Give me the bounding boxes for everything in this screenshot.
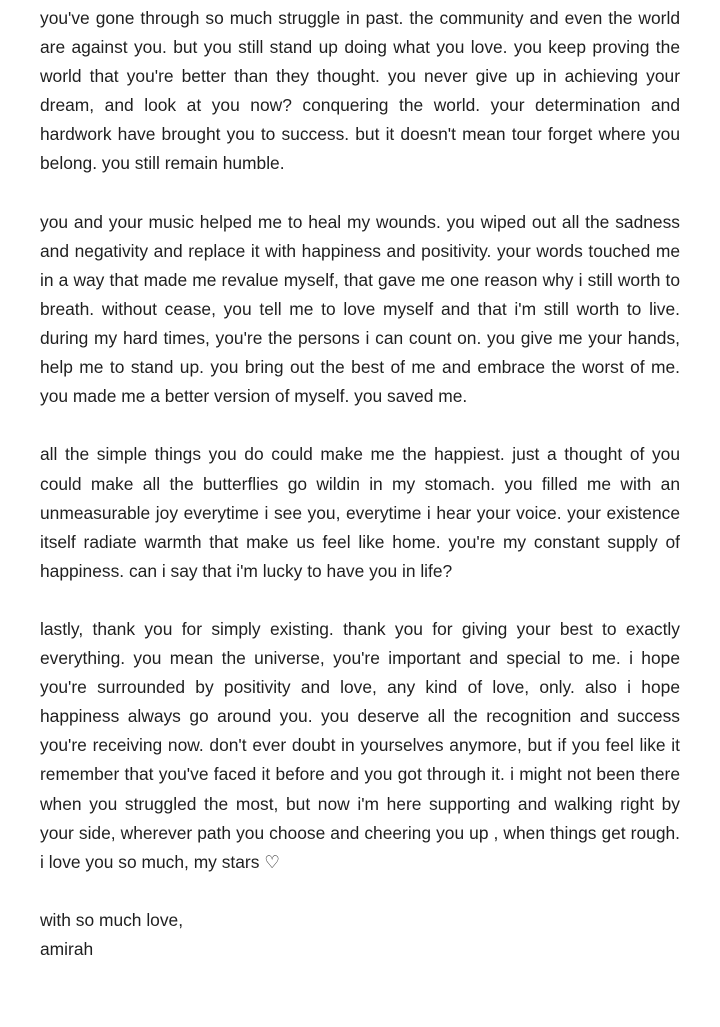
letter-body	[40, 4, 680, 964]
letter-closing-block	[40, 906, 680, 964]
paragraph-healing: you and your music helped me to heal my wounds. you wiped out all the sadness and negativity and replace it with happiness and positivity. your words touched me in a way that made me revalue myself, that gave me one reason why i still worth to breath. without cease, you tell me to love myself and that i'm still worth to live. during my hard times, you're the persons i can count on. you give me your hands, help me to stand up. you bring out the best of me and embrace the worst of me. you made me a better version of myself. you saved me.	[40, 211, 680, 407]
signature: amirah	[40, 939, 94, 959]
paragraph-gratitude: lastly, thank you for simply existing. thank you for giving your best to exactly everything. you mean the universe, you're important and special to me. i hope you're surrounded by positivity and love, any kind of love, only. also i hope happiness always go around you. you deserve all the recognition and success you're receiving now. don't ever doubt in yourselves anymore, but if you feel like it remember that you've faced it before and you got through it. i might not been there when you struggled the most, but now i'm here supporting and walking right by your side, wherever path you choose and cheering you up , when things get rough. i love you so much, my stars ♡	[40, 618, 680, 872]
closing-line: with so much love,	[40, 909, 184, 930]
paragraph-struggle: you've gone through so much struggle in past. the community and even the world are against you. but you still stand up doing what you love. you keep proving the world that you're better than they thought. you never give up in achieving your dream, and look at you now? conquering the world. your determination and hardwork have brought you to success. but it doesn't mean tour forget where you belong. you still remain humble.	[40, 8, 680, 174]
paragraph-happiness: all the simple things you do could make me the happiest. just a thought of you could make all the butterflies go wildin in my stomach. you filled me with an unmeasurable joy everytime i see you, everytime i hear your voice. your existence itself radiate warmth that make us feel like home. you're my constant supply of happiness. can i say that i'm lucky to have you in life?	[40, 444, 680, 581]
